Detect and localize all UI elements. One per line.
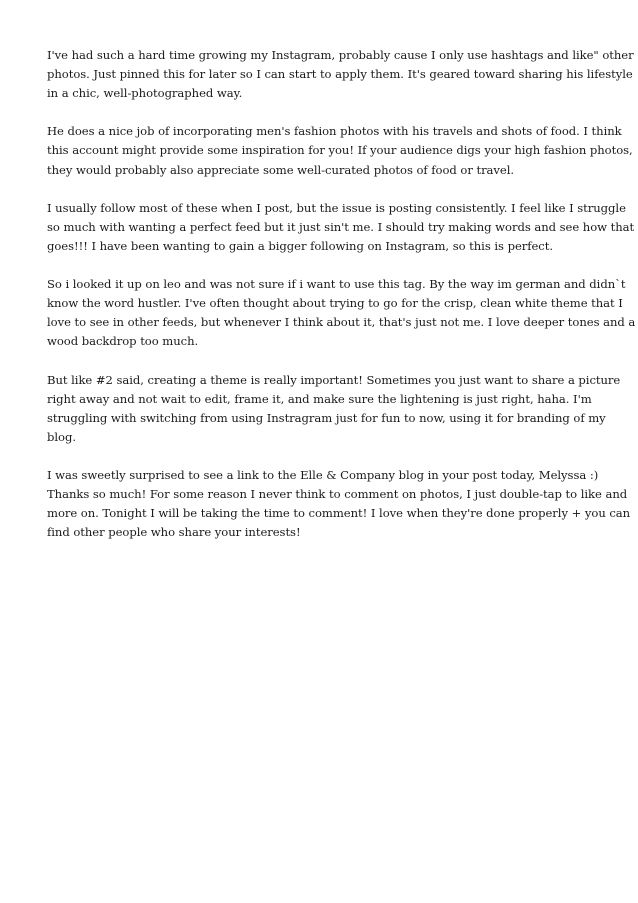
paragraph-4 [47,275,636,351]
text-line: find other people who share your interests! [47,525,301,540]
text-line: right away and not wait to edit, frame it, and make sure the lightening is just right, haha. I'm [47,391,592,406]
text-line: struggling with switching from using Instragram just for fun to now, using it for branding of my [47,410,606,425]
text-line: in a chic, well-photographed way. [47,86,243,101]
text-line: know the word hustler. I've often thought about trying to go for the crisp, clean white theme that I [47,296,623,311]
paragraph-2 [47,122,633,179]
text-line: He does a nice job of incorporating men's fashion photos with his travels and shots of food. I think [47,124,622,139]
paragraph-6 [47,466,631,542]
text-line: so much with wanting a perfect feed but it just sin't me. I should try making words and see how that [47,219,635,234]
text-line: blog. [47,429,76,444]
text-line: I was sweetly surprised to see a link to the Elle & Company blog in your post today, Melyssa :) [47,468,599,483]
text-line: goes!!! I have been wanting to gain a bigger following on Instagram, so this is perfect. [47,238,553,253]
text-line: photos. Just pinned this for later so I can start to apply them. It's geared toward sharing his lifestyle [47,67,633,82]
text-line: more on. Tonight I will be taking the time to comment! I love when they're done properly + you can [47,506,631,521]
text-line: So i looked it up on leo and was not sure if i want to use this tag. By the way im german and didn`t [47,277,626,292]
text-line: I usually follow most of these when I post, but the issue is posting consistently. I feel like I struggle [47,200,626,215]
text-line: this account might provide some inspiration for you! If your audience digs your high fashion photos, [47,143,633,158]
document-body [47,46,636,562]
text-line: I've had such a hard time growing my Instagram, probably cause I only use hashtags and like" other [47,48,634,62]
text-line: they would probably also appreciate some well-curated photos of food or travel. [47,162,515,177]
text-line: wood backdrop too much. [47,334,199,349]
paragraph-5 [47,371,621,447]
paragraph-3 [47,199,635,256]
text-line: But like #2 said, creating a theme is really important! Sometimes you just want to share a picture [47,372,621,387]
text-line: love to see in other feeds, but whenever I think about it, that's just not me. I love deeper tones and a [47,315,636,330]
paragraph-1 [47,46,634,103]
text-line: Thanks so much! For some reason I never think to comment on photos, I just double-tap to like and [47,487,628,502]
